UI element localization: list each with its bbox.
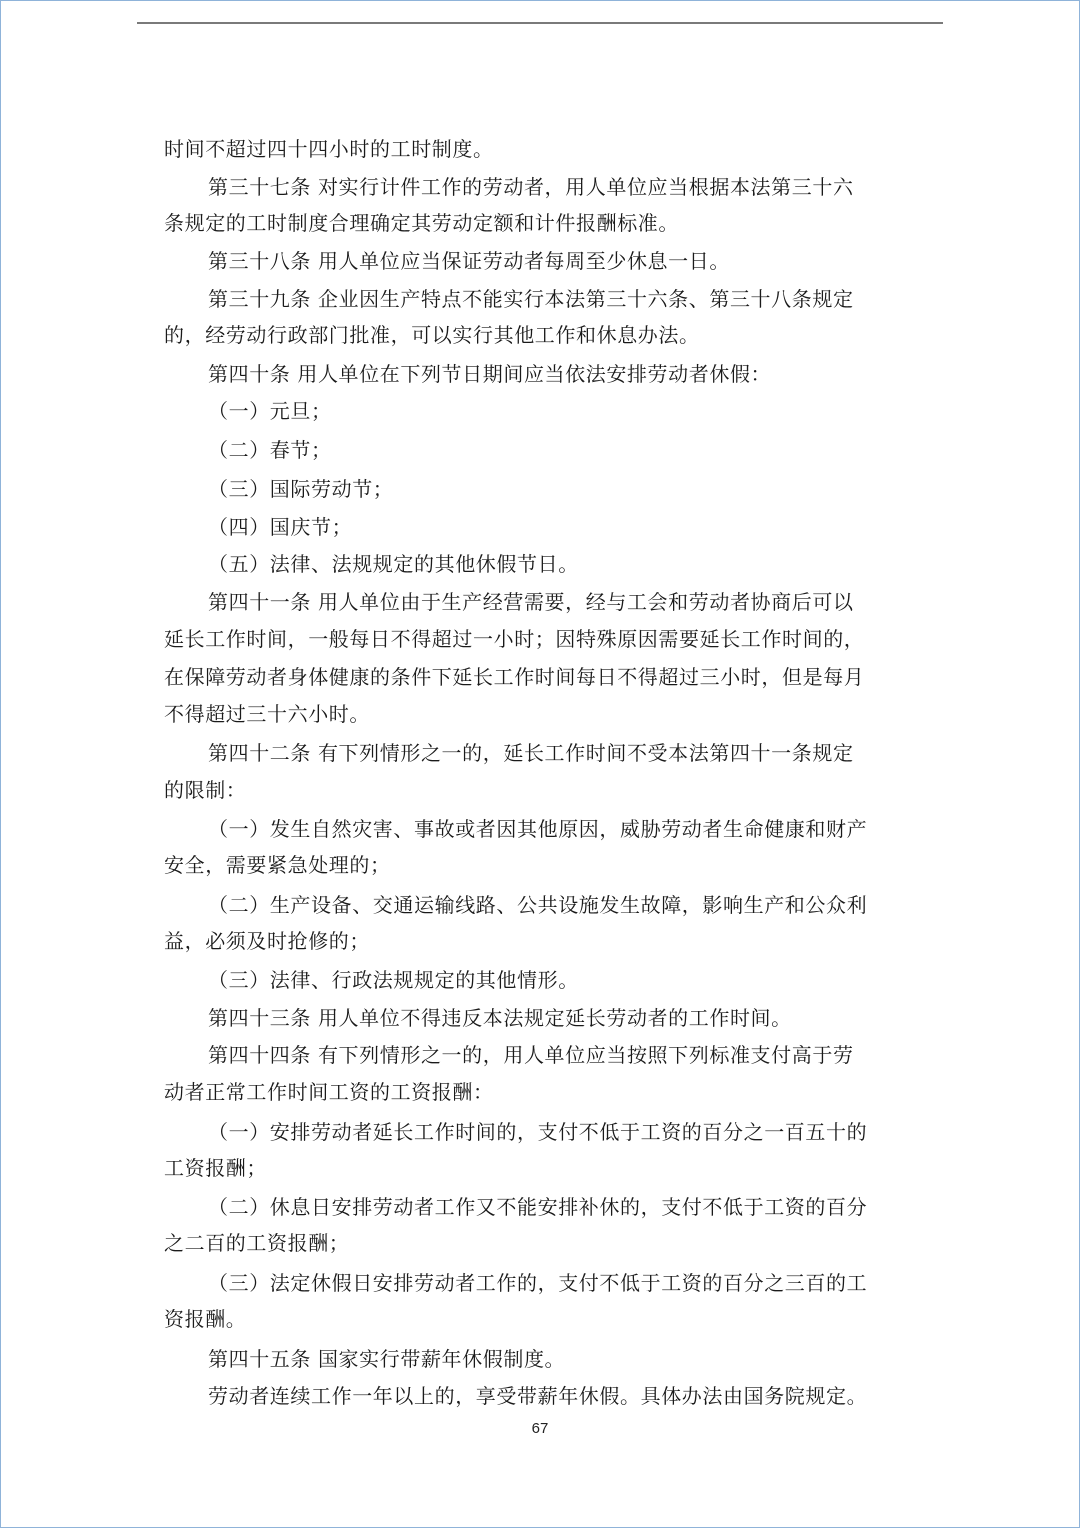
text-line: 第四十二条 有下列情形之一的，延长工作时间不受本法第四十一条规定	[208, 741, 854, 765]
text-line: 延长工作时间，一般每日不得超过一小时；因特殊原因需要延长工作时间的，	[164, 627, 865, 651]
text-line: （一）元旦；	[208, 399, 332, 423]
text-line: （三）法律、行政法规规定的其他情形。	[208, 968, 579, 992]
header-rule	[137, 22, 943, 24]
text-line: 第四十一条 用人单位由于生产经营需要，经与工会和劳动者协商后可以	[208, 590, 854, 614]
text-line: 第三十七条 对实行计件工作的劳动者，用人单位应当根据本法第三十六	[208, 175, 854, 199]
text-line: 条规定的工时制度合理确定其劳动定额和计件报酬标准。	[164, 211, 679, 235]
text-line: 劳动者连续工作一年以上的，享受带薪年休假。具体办法由国务院规定。	[208, 1384, 868, 1408]
text-line: 工资报酬；	[164, 1156, 267, 1180]
text-line: （三）法定休假日安排劳动者工作的，支付不低于工资的百分之三百的工	[208, 1271, 868, 1295]
text-line: （一）发生自然灾害、事故或者因其他原因，威胁劳动者生命健康和财产	[208, 817, 868, 841]
text-line: 安全，需要紧急处理的；	[164, 853, 391, 877]
text-line: 益，必须及时抢修的；	[164, 929, 370, 953]
text-line: 时间不超过四十四小时的工时制度。	[164, 137, 494, 161]
text-line: （一）安排劳动者延长工作时间的，支付不低于工资的百分之一百五十的	[208, 1120, 868, 1144]
text-line: 不得超过三十六小时。	[164, 702, 370, 726]
text-line: （二）春节；	[208, 438, 332, 462]
text-line: 资报酬。	[164, 1307, 247, 1331]
text-line: 动者正常工作时间工资的工资报酬：	[164, 1080, 494, 1104]
text-line: 的限制：	[164, 778, 247, 802]
text-line: 第四十五条 国家实行带薪年休假制度。	[208, 1347, 566, 1371]
text-line: 之二百的工资报酬；	[164, 1231, 350, 1255]
text-line: 第三十九条 企业因生产特点不能实行本法第三十六条、第三十八条规定	[208, 287, 854, 311]
page-number: 67	[531, 1420, 549, 1437]
text-line: （三）国际劳动节；	[208, 477, 394, 501]
text-line: 第四十三条 用人单位不得违反本法规定延长劳动者的工作时间。	[208, 1006, 792, 1030]
text-line: 第三十八条 用人单位应当保证劳动者每周至少休息一日。	[208, 249, 730, 273]
text-line: （四）国庆节；	[208, 515, 353, 539]
text-line: （五）法律、法规规定的其他休假节日。	[208, 552, 579, 576]
text-line: 在保障劳动者身体健康的条件下延长工作时间每日不得超过三小时，但是每月	[164, 665, 865, 689]
text-line: 的，经劳动行政部门批准，可以实行其他工作和休息办法。	[164, 323, 700, 347]
text-line: 第四十四条 有下列情形之一的，用人单位应当按照下列标准支付高于劳	[208, 1043, 854, 1067]
text-line: （二）休息日安排劳动者工作又不能安排补休的，支付不低于工资的百分	[208, 1195, 868, 1219]
text-line: 第四十条 用人单位在下列节日期间应当依法安排劳动者休假：	[208, 362, 772, 386]
text-line: （二）生产设备、交通运输线路、公共设施发生故障，影响生产和公众利	[208, 893, 868, 917]
